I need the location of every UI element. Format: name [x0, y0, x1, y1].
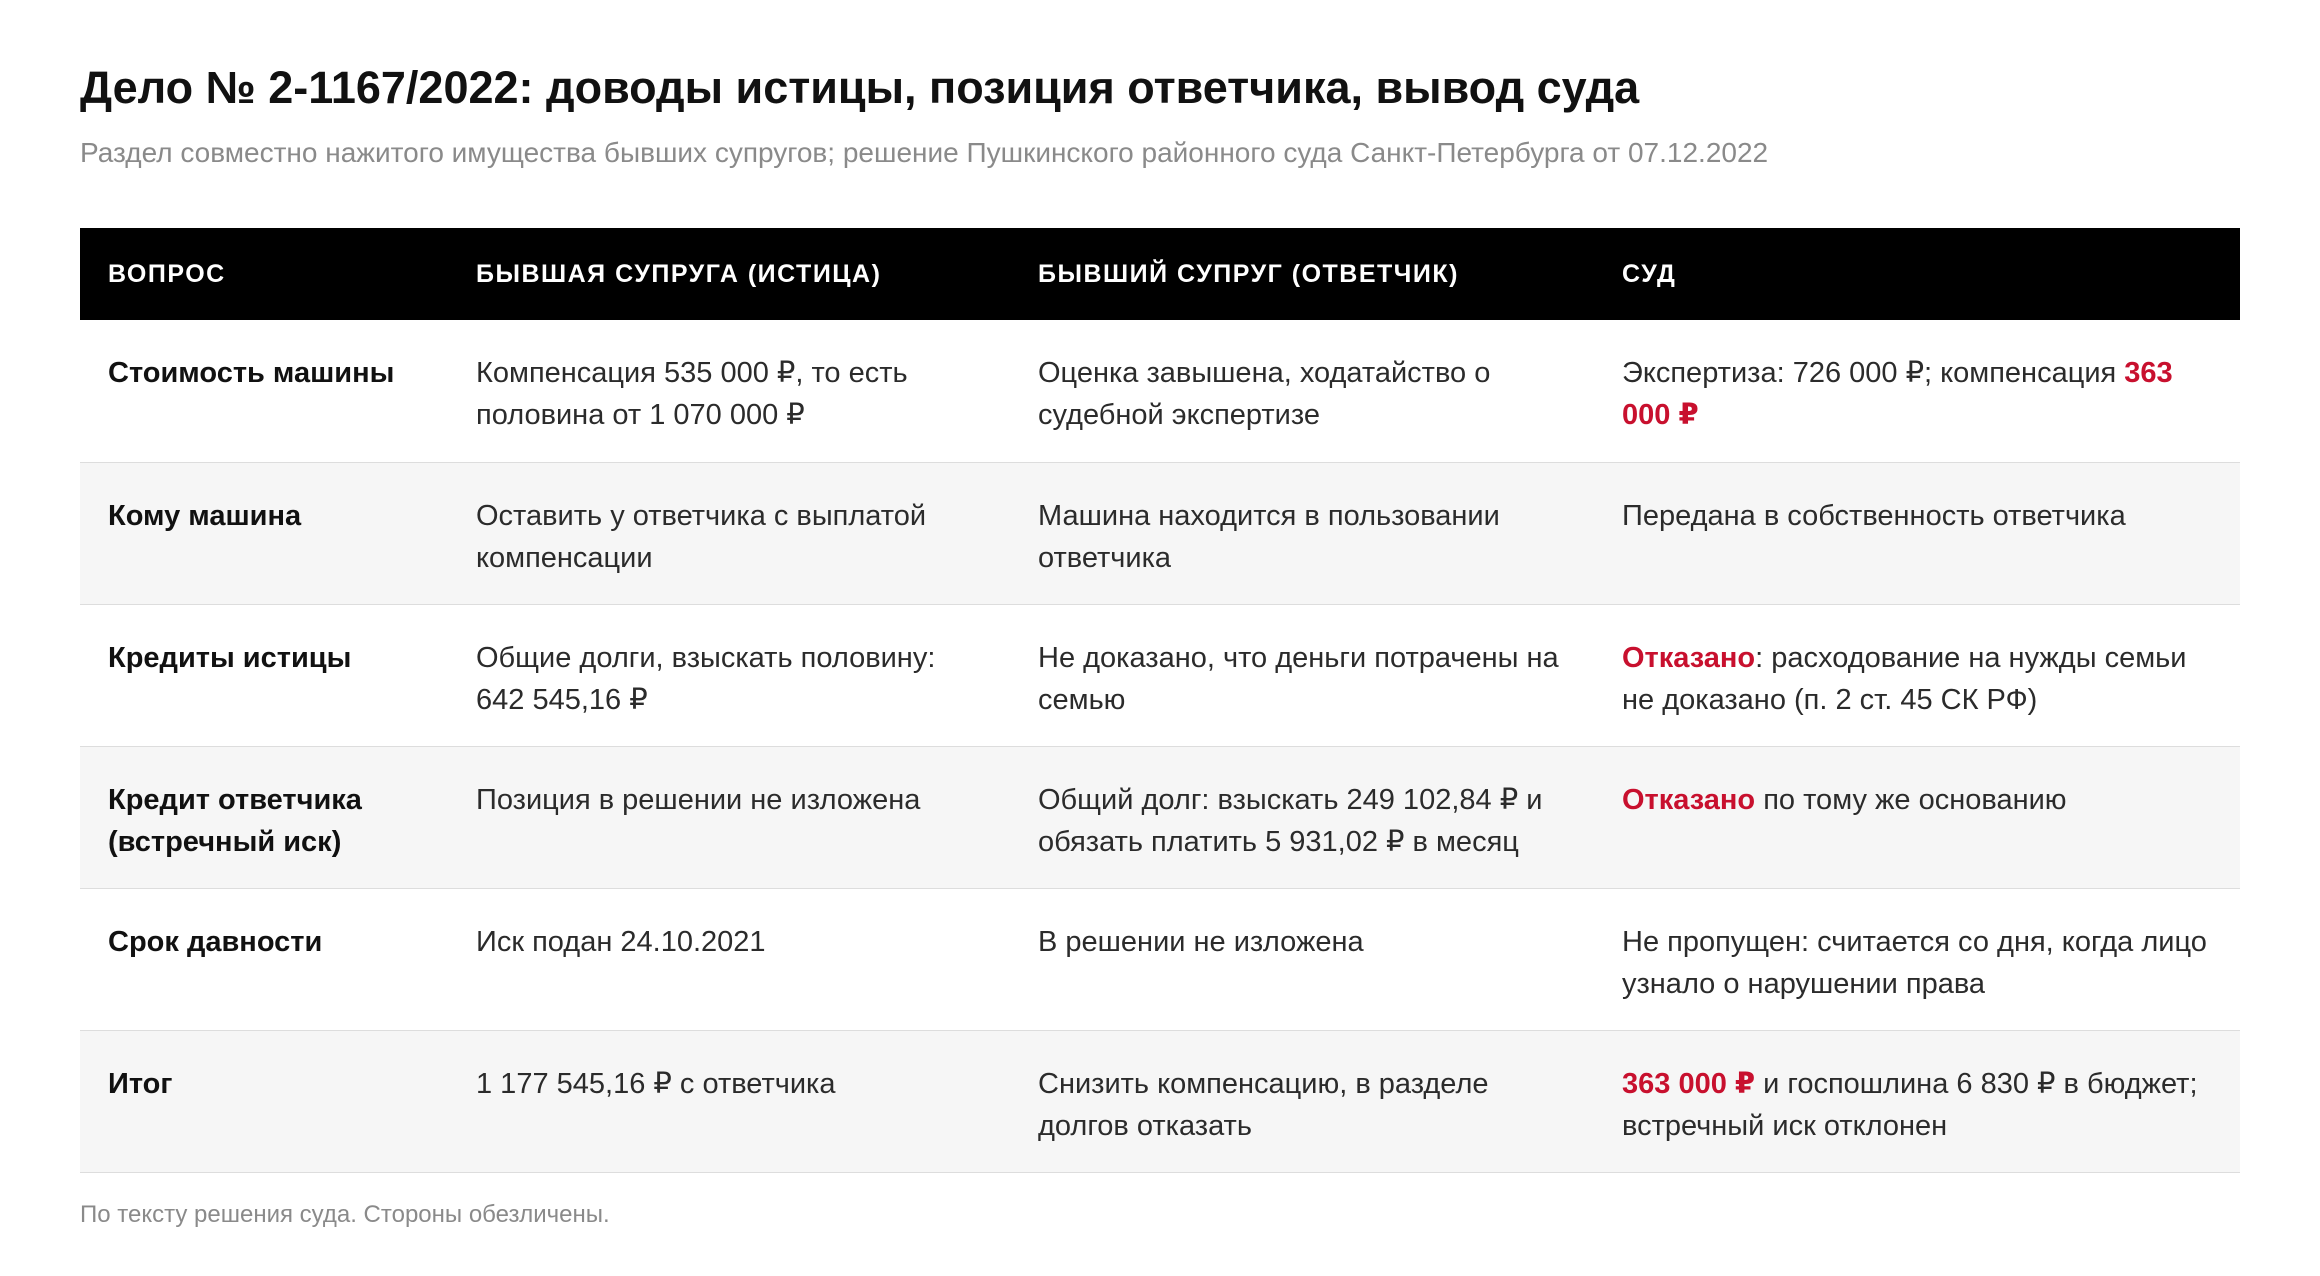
- row-question: Кредиты истицы: [108, 641, 352, 674]
- row-defendant: В решении не изложена: [1038, 925, 1364, 958]
- row-question: Стоимость машины: [108, 357, 395, 389]
- column-header-defendant: БЫВШИЙ СУПРУГ (ОТВЕТЧИК): [1038, 259, 1459, 288]
- table-row: [80, 746, 2240, 888]
- row-plaintiff: Общие долги, взыскать половину: 642 545,16 ₽: [476, 641, 936, 716]
- court-text-after: и госпошлина 6 830 ₽ в бюджет; встречный иск отклонен: [1622, 1067, 2198, 1142]
- table-body: [80, 320, 2240, 1172]
- page-subtitle: Раздел совместно нажитого имущества бывших супругов; решение Пушкинского районного суда Санкт-Петербурга от 07.12.2022: [80, 137, 1769, 168]
- column-header-court: СУД: [1622, 259, 1677, 288]
- court-highlight: Отказано: [1622, 783, 1756, 816]
- column-header-plaintiff: БЫВШАЯ СУПРУГА (ИСТИЦА): [476, 259, 882, 288]
- table-row: [80, 1030, 2240, 1172]
- row-plaintiff: Компенсация 535 000 ₽, то есть половина от 1 070 000 ₽: [476, 357, 908, 431]
- row-question: Срок давности: [108, 925, 323, 958]
- row-plaintiff: Оставить у ответчика с выплатой компенсации: [476, 499, 927, 574]
- column-header-question: ВОПРОС: [108, 259, 226, 288]
- court-highlight: 363 000 ₽: [1622, 1067, 1756, 1100]
- court-highlight: Отказано: [1622, 641, 1756, 674]
- row-court: [1594, 888, 2240, 1030]
- row-plaintiff: Позиция в решении не изложена: [476, 783, 921, 816]
- row-court: [1594, 746, 2240, 888]
- table-row: [80, 320, 2240, 462]
- court-highlight: 363 000 ₽: [1622, 357, 2173, 431]
- row-plaintiff: 1 177 545,16 ₽ с ответчика: [476, 1067, 836, 1100]
- court-text: Не пропущен: считается со дня, когда лицо узнало о нарушении права: [1622, 925, 2207, 1000]
- row-defendant: Оценка завышена, ходатайство о судебной экспертизе: [1038, 357, 1491, 431]
- row-court: [1594, 320, 2240, 462]
- row-question: Итог: [108, 1067, 173, 1100]
- row-defendant: Снизить компенсацию, в разделе долгов отказать: [1038, 1067, 1489, 1142]
- row-defendant: Машина находится в пользовании ответчика: [1038, 499, 1500, 574]
- table-row: [80, 888, 2240, 1030]
- row-defendant: Не доказано, что деньги потрачены на семью: [1038, 641, 1559, 716]
- row-plaintiff: Иск подан 24.10.2021: [476, 925, 766, 958]
- page-title: Дело № 2-1167/2022: доводы истицы, позиция ответчика, вывод суда: [80, 62, 1640, 113]
- row-defendant: Общий долг: взыскать 249 102,84 ₽ и обязать платить 5 931,02 ₽ в месяц: [1038, 783, 1543, 858]
- row-court: [1594, 462, 2240, 604]
- court-text-after: : расходование на нужды семьи не доказано (п. 2 ст. 45 СК РФ): [1622, 641, 2187, 716]
- comparison-table: [80, 228, 2240, 1173]
- court-text: Экспертиза: 726 000 ₽; компенсация: [1622, 357, 2125, 389]
- row-court: [1594, 1030, 2240, 1172]
- row-question: Кому машина: [108, 499, 302, 532]
- table-row: [80, 604, 2240, 746]
- table-header-row: [80, 228, 2240, 320]
- table-header: [80, 228, 2240, 320]
- row-question: Кредит ответчика (встречный иск): [108, 783, 362, 858]
- row-court: [1594, 604, 2240, 746]
- court-text: Передана в собственность ответчика: [1622, 499, 2126, 532]
- table-row: [80, 462, 2240, 604]
- source-note: По тексту решения суда. Стороны обезличены.: [80, 1200, 610, 1228]
- court-text-after: по тому же основанию: [1755, 783, 2067, 816]
